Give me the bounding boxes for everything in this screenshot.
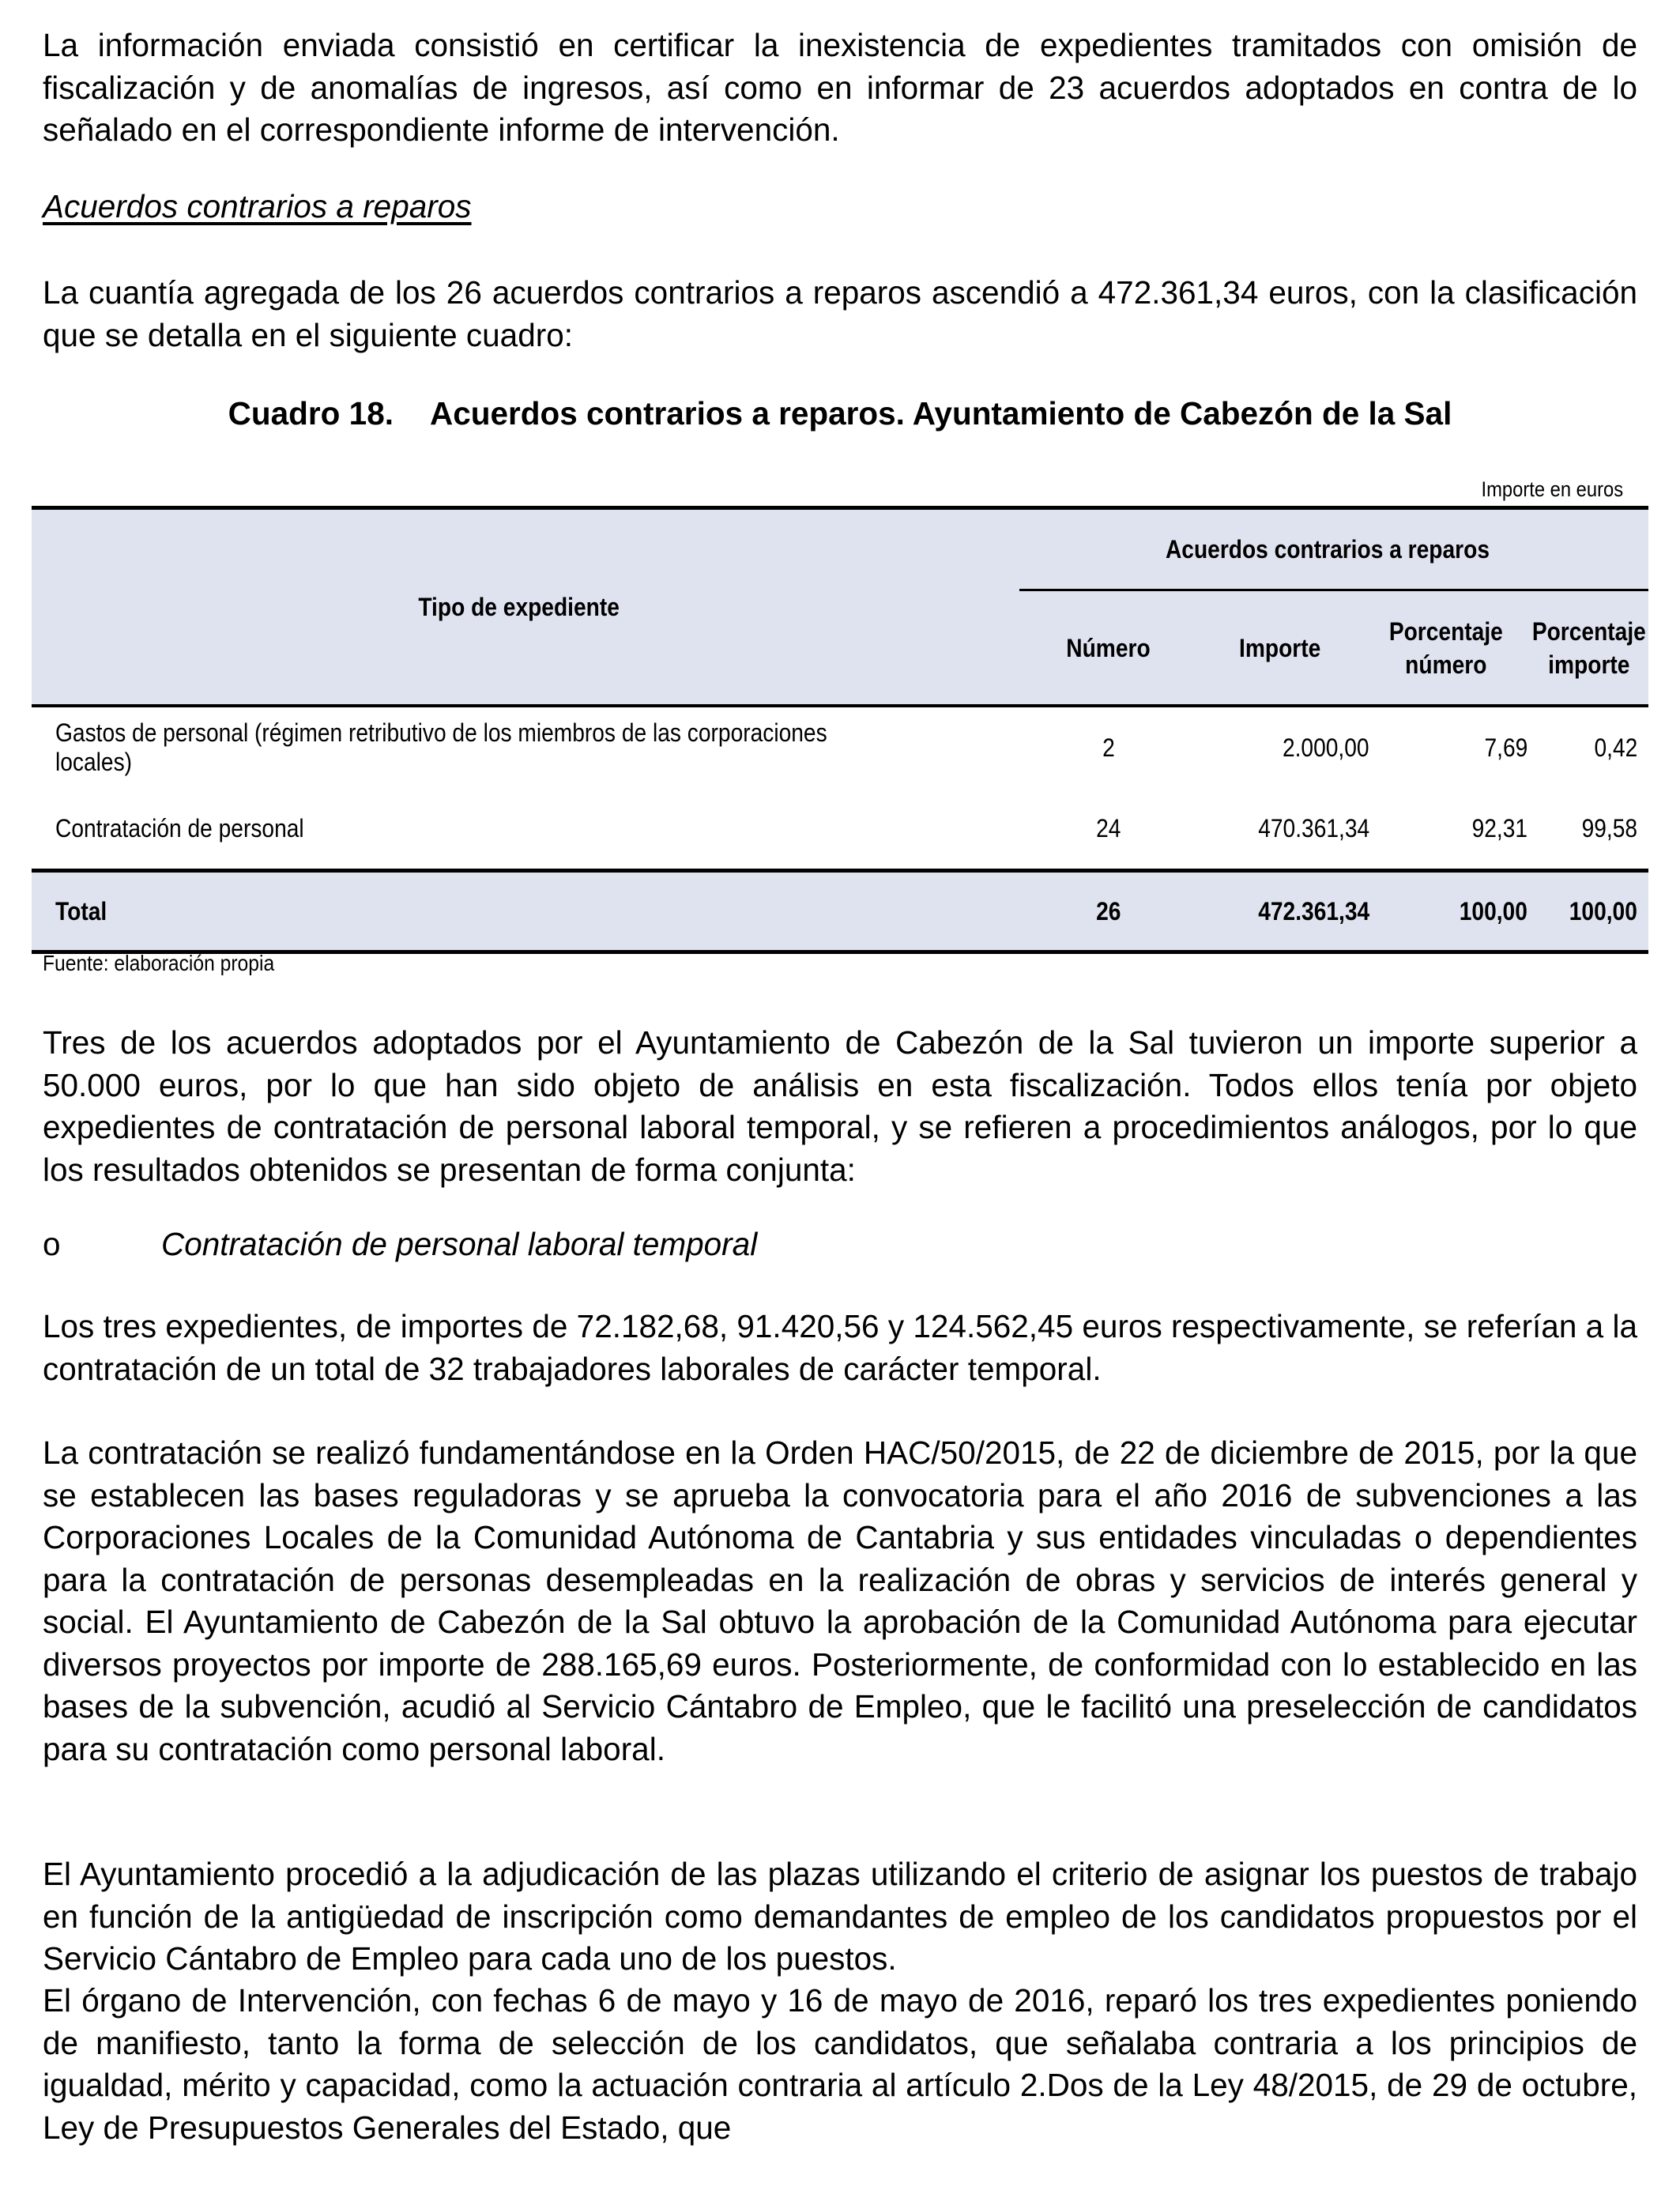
cell-tipo: Gastos de personal (régimen retributivo de los miembros de las corporaciones locales) bbox=[55, 718, 827, 776]
cell-pct-importe: 0,42 bbox=[1594, 733, 1637, 762]
cell-tipo: Contratación de personal bbox=[55, 813, 304, 843]
cell-importe: 2.000,00 bbox=[1283, 733, 1369, 762]
paragraph-adjudicacion: El Ayuntamiento procedió a la adjudicación de las plazas utilizando el criterio de asignar los puestos de trabajo en función de la antigüedad de inscripción como demandantes de empleo de los candidatos propuestos por el Servicio Cántabro de Empleo para cada uno de los puestos. bbox=[43, 1856, 1637, 1977]
cell-numero: 26 bbox=[1095, 896, 1121, 925]
units-note: Importe en euros bbox=[1481, 477, 1623, 501]
cell-pct-importe: 100,00 bbox=[1569, 896, 1637, 925]
paragraph-intro: La información enviada consistió en certificar la inexistencia de expedientes tramitados con omisión de fiscalización y de anomalías de ingresos, así como en informar de 23 acuerdos adoptados en contra de lo señalado en el correspondiente informe de intervención. bbox=[43, 27, 1637, 148]
cell-numero: 2 bbox=[1102, 733, 1115, 762]
caption-title: Acuerdos contrarios a reparos. Ayuntamiento de Cabezón de la Sal bbox=[429, 395, 1452, 432]
cell-pct-importe: 99,58 bbox=[1581, 813, 1637, 843]
table-total-row bbox=[32, 869, 1648, 954]
cell-tipo: Total bbox=[55, 896, 107, 925]
table-row bbox=[32, 788, 1648, 869]
section-heading: Acuerdos contrarios a reparos bbox=[43, 188, 472, 224]
table-source: Fuente: elaboración propia bbox=[43, 951, 275, 975]
cell-numero: 24 bbox=[1095, 813, 1121, 843]
paragraph-tres-acuerdos: Tres de los acuerdos adoptados por el Ayuntamiento de Cabezón de la Sal tuvieron un importe superior a 50.000 euros, por lo que han sido objeto de análisis en esta fiscalización. Todos ellos tenía por objeto expedientes de contratación de personal laboral temporal, y se refieren a procedimientos análogos, por lo que los resultados obtenidos se presentan de forma conjunta: bbox=[43, 1024, 1637, 1188]
header-importe: Importe bbox=[1239, 633, 1321, 662]
paragraph-cuantia: La cuantía agregada de los 26 acuerdos contrarios a reparos ascendió a 472.361,34 euros, con la clasificación que se detalla en el siguiente cuadro: bbox=[43, 274, 1637, 353]
reparos-table bbox=[32, 506, 1648, 954]
paragraph-intervencion: El órgano de Intervención, con fechas 6 de mayo y 16 de mayo de 2016, reparó los tres expedientes poniendo de manifiesto, tanto la forma de selección de los candidatos, que señalaba contraria a los principios de igualdad, mérito y capacidad, como la actuación contraria al artículo 2.Dos de la Ley 48/2015, de 29 de octubre, Ley de Presupuestos Generales del Estado, que bbox=[43, 1982, 1637, 2146]
cell-pct-numero: 92,31 bbox=[1471, 813, 1527, 843]
caption-number: Cuadro 18. bbox=[228, 395, 394, 432]
header-tipo: Tipo de expediente bbox=[418, 592, 620, 621]
cell-pct-numero: 7,69 bbox=[1484, 733, 1527, 762]
bullet-title: Contratación de personal laboral temporal bbox=[161, 1226, 758, 1262]
table-header bbox=[32, 510, 1648, 707]
header-group: Acuerdos contrarios a reparos bbox=[1165, 534, 1490, 564]
paragraph-contratacion: La contratación se realizó fundamentándose en la Orden HAC/50/2015, de 22 de diciembre de 2015, por la que se establecen las bases reguladoras y se aprueba la convocatoria para el año 2016 de subvenciones a las Corporaciones Locales de la Comunidad Autónoma de Cantabria y sus entidades vinculadas o dependientes para la contratación de personas desempleadas en la realización de obras y servicios de interés general y social. El Ayuntamiento de Cabezón de la Sal obtuvo la aprobación de la Comunidad Autónoma para ejecutar diversos proyectos por importe de 288.165,69 euros. Posteriormente, de conformidad con lo establecido en las bases de la subvención, acudió al Servicio Cántabro de Empleo, que le facilitó una preselección de candidatos para su contratación como personal laboral. bbox=[43, 1434, 1637, 1767]
cell-pct-numero: 100,00 bbox=[1459, 896, 1527, 925]
cell-importe: 472.361,34 bbox=[1258, 896, 1369, 925]
table-caption bbox=[43, 395, 1637, 432]
cell-importe: 470.361,34 bbox=[1258, 813, 1369, 843]
bullet-marker: o bbox=[43, 1226, 61, 1262]
table-row bbox=[32, 707, 1648, 788]
header-pct-importe: Porcentaje importe bbox=[1531, 616, 1646, 679]
header-numero: Número bbox=[1066, 633, 1151, 662]
paragraph-expedientes: Los tres expedientes, de importes de 72.182,68, 91.420,56 y 124.562,45 euros respectivamente, se referían a la contratación de un total de 32 trabajadores laborales de carácter temporal. bbox=[43, 1308, 1637, 1387]
header-pct-numero: Porcentaje número bbox=[1389, 616, 1503, 679]
